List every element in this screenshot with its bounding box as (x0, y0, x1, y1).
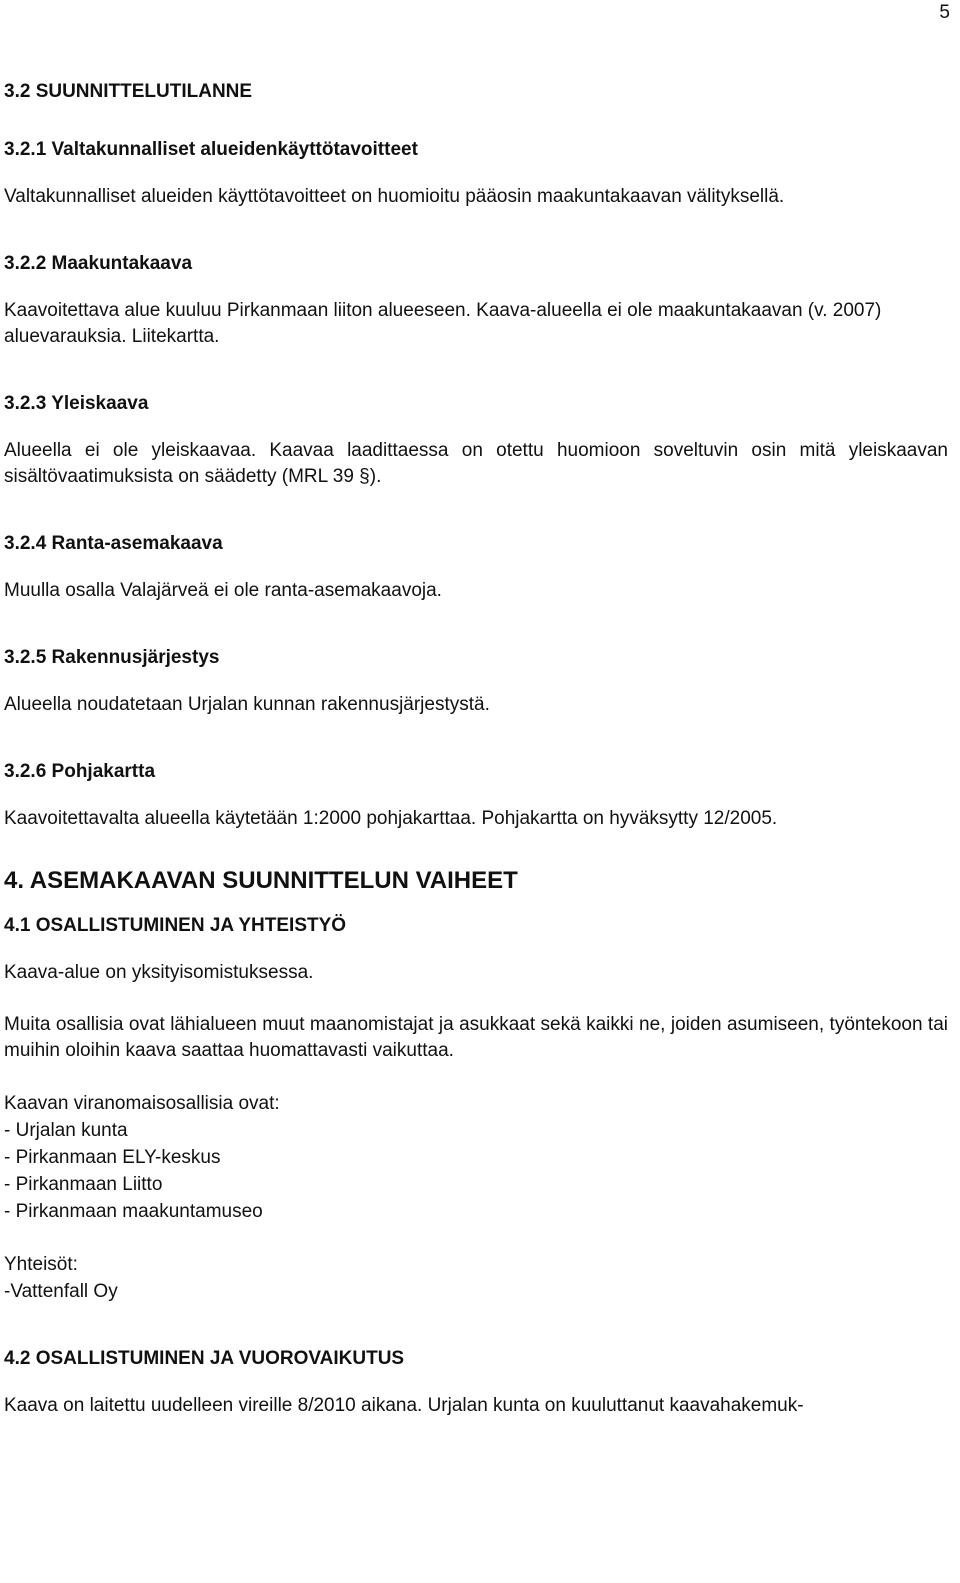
chapter-heading-4: 4. ASEMAKAAVAN SUUNNITTELUN VAIHEET (4, 867, 518, 894)
paragraph-3-2-1: Valtakunnalliset alueiden käyttötavoitteet on huomioitu pääosin maakuntakaavan välityksellä. (4, 186, 785, 207)
section-heading-3-2-1: 3.2.1 Valtakunnalliset alueidenkäyttötavoitteet (4, 139, 418, 160)
document-content (4, 78, 948, 1445)
paragraph-4-1-stakeholders: Muita osallisia ovat lähialueen muut maanomistajat ja asukkaat sekä kaikki ne, joiden asumiseen, työntekoon tai muihin oloihin kaava saattaa huomattavasti vaikuttaa. (4, 1014, 948, 1061)
authorities-list (4, 1090, 948, 1225)
list-item: - Pirkanmaan Liitto (4, 1174, 163, 1195)
paragraph-4-1-ownership: Kaava-alue on yksityisomistuksessa. (4, 962, 314, 983)
section-heading-3-2-6: 3.2.6 Pohjakartta (4, 761, 156, 782)
paragraph-4-2: Kaava on laitettu uudelleen vireille 8/2010 aikana. Urjalan kunta on kuuluttanut kaavahakemuk- (4, 1395, 804, 1416)
list-item: - Pirkanmaan maakuntamuseo (4, 1201, 263, 1222)
paragraph-3-2-3: Alueella ei ole yleiskaavaa. Kaavaa laadittaessa on otettu huomioon soveltuvin osin mitä yleiskaavan sisältövaatimuksista on säädetty (MRL 39 §). (4, 440, 948, 487)
section-heading-3-2-5: 3.2.5 Rakennusjärjestys (4, 647, 220, 668)
section-heading-3-2-3: 3.2.3 Yleiskaava (4, 393, 149, 414)
page-number: 5 (939, 2, 950, 23)
list-item: - Urjalan kunta (4, 1120, 128, 1141)
section-heading-4-2: 4.2 OSALLISTUMINEN JA VUOROVAIKUTUS (4, 1348, 405, 1369)
paragraph-3-2-5: Alueella noudatetaan Urjalan kunnan rakennusjärjestystä. (4, 694, 490, 715)
communities-heading: Yhteisöt: (4, 1254, 78, 1275)
paragraph-3-2-2: Kaavoitettava alue kuuluu Pirkanmaan liiton alueeseen. Kaava-alueella ei ole maakuntakaavan (v. 2007) aluevarauksia. Liitekartta. (4, 300, 882, 347)
paragraph-3-2-6: Kaavoitettavalta alueella käytetään 1:2000 pohjakarttaa. Pohjakartta on hyväksytty 12/2005. (4, 808, 778, 829)
section-heading-3-2-4: 3.2.4 Ranta-asemakaava (4, 533, 223, 554)
paragraph-3-2-4: Muulla osalla Valajärveä ei ole ranta-asemakaavoja. (4, 580, 442, 601)
communities-list (4, 1251, 948, 1305)
section-heading-3-2-2: 3.2.2 Maakuntakaava (4, 253, 193, 274)
authorities-heading: Kaavan viranomaisosallisia ovat: (4, 1093, 280, 1114)
list-item: -Vattenfall Oy (4, 1281, 118, 1302)
list-item: - Pirkanmaan ELY-keskus (4, 1147, 221, 1168)
section-heading-4-1: 4.1 OSALLISTUMINEN JA YHTEISTYÖ (4, 915, 347, 936)
section-heading-3-2: 3.2 SUUNNITTELUTILANNE (4, 81, 253, 102)
